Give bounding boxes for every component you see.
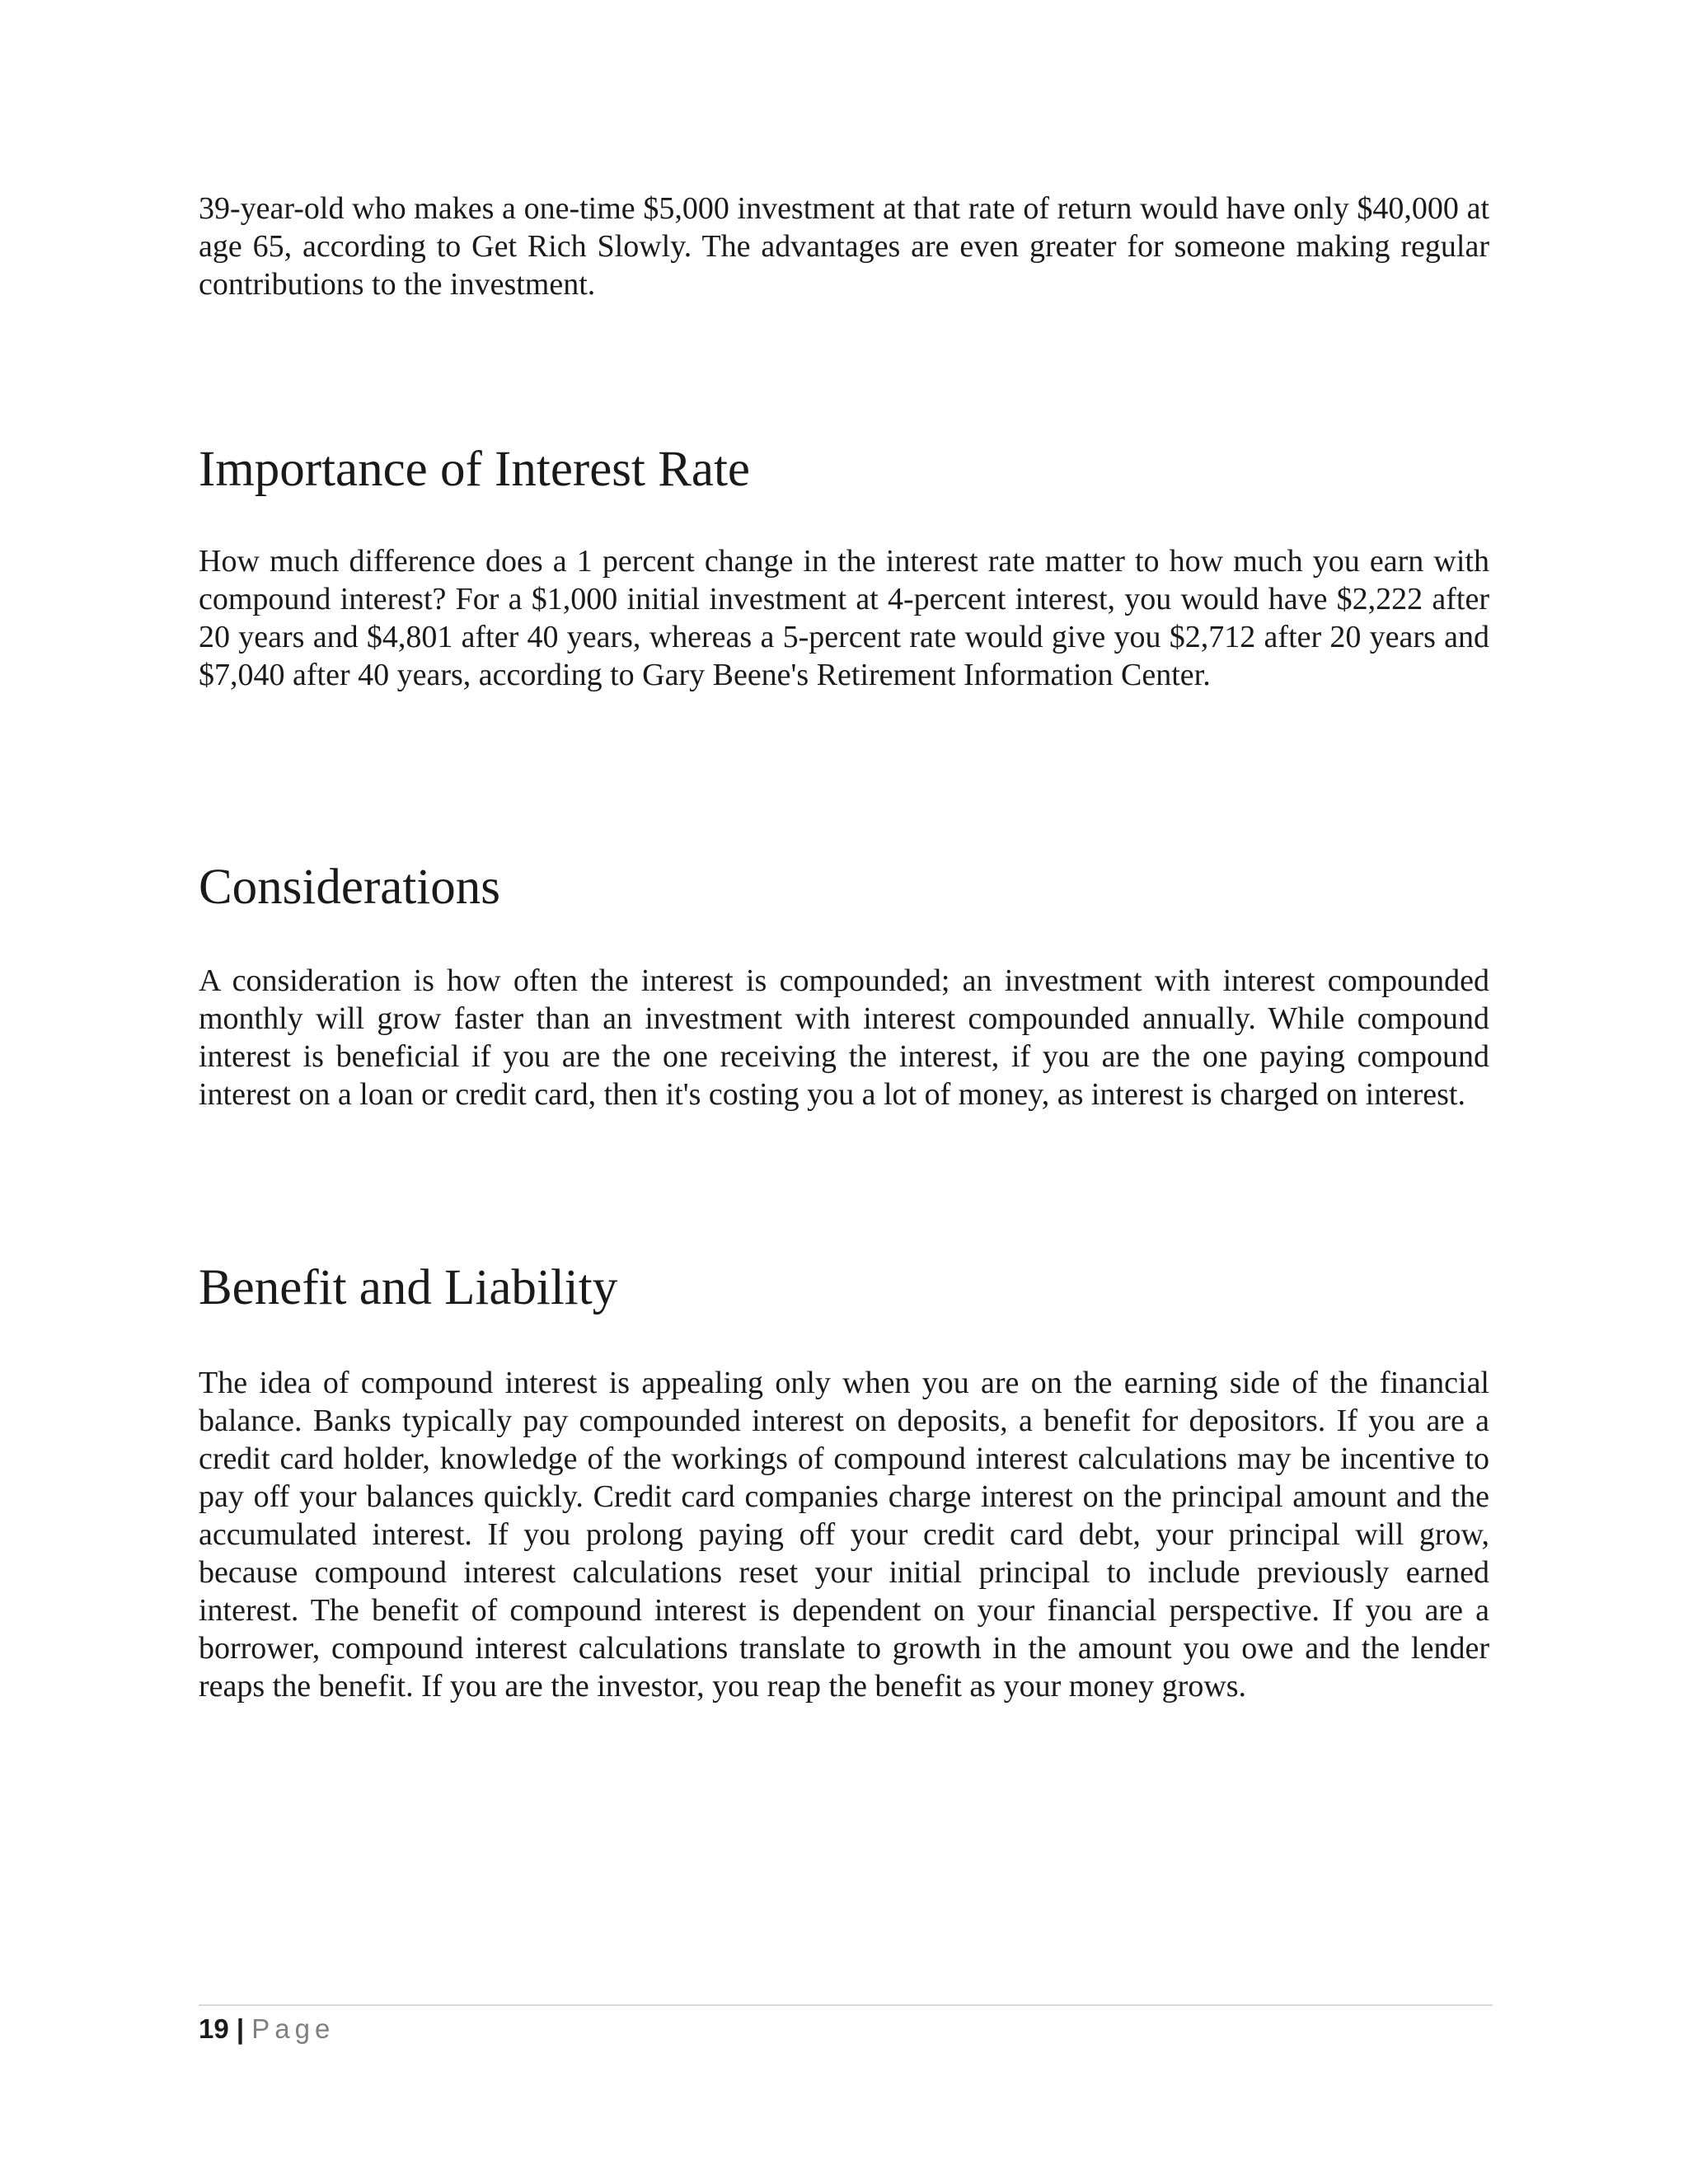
- page-footer: [199, 2013, 335, 2046]
- footer-separator: |: [236, 2013, 245, 2044]
- section-heading-benefit-liability: Benefit and Liability: [199, 1260, 618, 1315]
- footer-divider: [199, 2004, 1493, 2006]
- intro-paragraph: 39-year-old who makes a one-time $5,000 investment at that rate of return would have only $40,000 at age 65, according to Get Rich Slowly. The advantages are even greater for someone making regular contributions to the investment.: [199, 191, 1489, 302]
- section-body-benefit-liability: The idea of compound interest is appealing only when you are on the earning side of the financial balance. Banks typically pay compounded interest on deposits, a benefit for depositors. If you are a credit card holder, knowledge of the workings of compound interest calculations may be incentive to pay off your balances quickly. Credit card companies charge interest on the principal amount and the accumulated interest. If you prolong paying off your credit card debt, your principal will grow, because compound interest calculations reset your initial principal to include previously earned interest. The benefit of compound interest is dependent on your financial perspective. If you are a borrower, compound interest calculations translate to growth in the amount you owe and the lender reaps the benefit. If you are the investor, you reap the benefit as your money grows.: [199, 1366, 1489, 1704]
- section-heading-considerations: Considerations: [199, 860, 500, 915]
- page-label: Page: [251, 2013, 335, 2044]
- section-body-interest-rate: How much difference does a 1 percent change in the interest rate matter to how much you earn with compound interest? For a $1,000 initial investment at 4-percent interest, you would have $2,222 after 20 years and $4,801 after 40 years, whereas a 5-percent rate would give you $2,712 after 20 years and $7,040 after 40 years, according to Gary Beene's Retirement Information Center.: [199, 544, 1489, 692]
- section-heading-interest-rate: Importance of Interest Rate: [199, 442, 751, 497]
- section-body-considerations: A consideration is how often the interest is compounded; an investment with interest compounded monthly will grow faster than an investment with interest compounded annually. While compound interest is beneficial if you are the one receiving the interest, if you are the one paying compound interest on a loan or credit card, then it's costing you a lot of money, as interest is charged on interest.: [199, 963, 1489, 1112]
- page-number: 19: [199, 2013, 229, 2044]
